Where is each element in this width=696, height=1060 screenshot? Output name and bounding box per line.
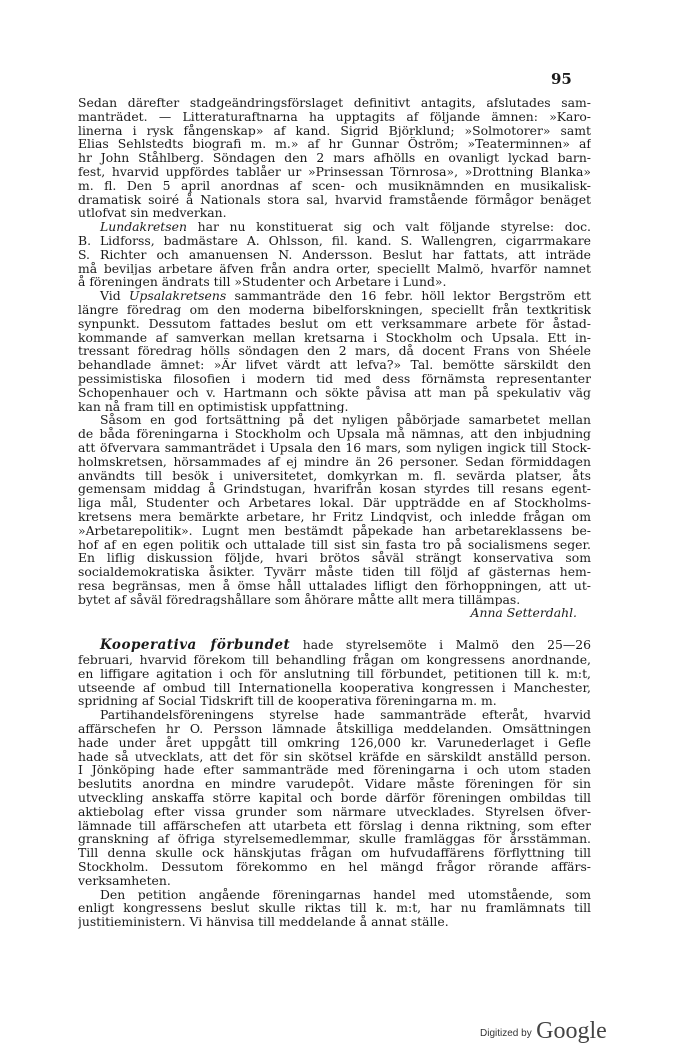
text-run: Vid <box>100 289 129 303</box>
paragraph-1 <box>78 96 591 220</box>
text-line: fest, hvarvid uppfördes tablåer ur »Prinsessan Törnrosa», »Drottning Blanka» <box>78 164 591 179</box>
text-line: hade under året uppgått till omkring 126,000 kr. Varunederlaget i Gefle <box>78 735 591 750</box>
text-line <box>78 220 591 234</box>
text-line: Sedan därefter stadgeändringsförslaget definitivt antagits, afslutades sam- <box>78 96 591 110</box>
text-line: I Jönköping hade efter sammanträde med föreningarna i och utom staden <box>78 763 591 778</box>
page-number: 95 <box>551 70 572 88</box>
paragraph-2 <box>78 220 591 289</box>
text-line: m. fl. Den 5 april anordnas af scen- och musiknämnden en musikalisk- <box>78 178 591 193</box>
lead-term: Kooperativa förbundet <box>100 638 291 654</box>
signature: Anna Setterdahl. <box>470 606 577 621</box>
text-line: Till denna skulle ock hänskjutas frågan om hufvudaffärens förflyttning till <box>78 846 591 861</box>
text-line: hof af en egen politik och uttalade till sist sin fasta tro på socialismens seger. <box>78 537 591 552</box>
paragraph-6 <box>78 708 591 887</box>
text-line: affärschefen hr O. Persson lämnade åtskilliga meddelanden. Omsättningen <box>78 722 591 736</box>
text-line: liga mål, Studenter och Arbetares lokal. Där uppträdde en af Stockholms- <box>78 496 591 510</box>
text-run: hade styrelsemöte i Malmö den 25—26 <box>290 638 591 653</box>
text-line: verksamheten. <box>78 873 171 888</box>
paragraph-5 <box>78 638 591 708</box>
text-line: granskning af öfriga styrelsemedlemmar, skulle framläggas för årsstämman. <box>78 832 591 847</box>
paragraph-3 <box>78 289 591 413</box>
text-line: beslutits anordna en mindre varudepôt. Vidare måste föreningen för sin <box>78 777 591 792</box>
text-line: Elias Sehlstedts biografi m. m.» af hr Gunnar Öström; »Teaterminnen» af <box>78 137 591 152</box>
text-line: pessimistiska filosofien i modern tid med dess förnämsta representanter <box>78 371 591 386</box>
text-line: En liflig diskussion följde, hvari brötos såväl strängt konservativa som <box>78 551 591 566</box>
text-line: användts till besök i universitetet, domkyrkan m. fl. sevärda platser, åts <box>78 468 591 483</box>
text-line: utseende af ombud till Internationella kooperativa kongressen i Manchester, <box>78 680 591 695</box>
text-line: kretsens mera bemärkte arbetare, hr Fritz Lindqvist, och inledde frågan om <box>78 509 591 524</box>
paragraph-4 <box>78 413 591 620</box>
text-run: sammanträde den 16 febr. höll lektor Bergström ett <box>226 289 591 303</box>
text-line: B. Lidforss, badmästare A. Ohlsson, fil. kand. S. Wallengren, cigarrmakare <box>78 233 591 248</box>
text-line: längre föredrag om den moderna bibelforskningen, speciellt från textkritisk <box>78 302 591 317</box>
text-column <box>78 96 591 929</box>
text-line: en liffigare agitation i och för anslutning till förbundet, petitionen till k. m:t, <box>78 666 591 681</box>
text-line: hade så utvecklats, att det för sin skötsel kräfde en särskildt anställd person. <box>78 749 591 764</box>
text-line: Partihandelsföreningens styrelse hade sammanträde efteråt, hvarvid <box>100 708 591 723</box>
text-line: holmskretsen, hörsammades af ej mindre än 26 personer. Sedan förmiddagen <box>78 454 591 469</box>
text-line: justitieministern. Vi hänvisa till meddelande å annat ställe. <box>78 915 449 930</box>
text-line: spridning af Social Tidskrift till de kooperativa föreningarna m. m. <box>78 694 497 709</box>
text-line: de båda föreningarna i Stockholm och Upsala må nämnas, att den inbjudning <box>78 427 591 441</box>
text-line <box>78 289 591 303</box>
text-line: lämnade till affärschefen att utarbeta ett förslag i denna riktning, som efter <box>78 818 591 833</box>
text-line: manträdet. — Litteraturaftnarna ha upptagits af följande ämnen: »Karo- <box>78 109 591 124</box>
text-line: enligt kongressens beslut skulle riktas till k. m:t, har nu framlämnats till <box>78 901 591 916</box>
text-line: resa begränsas, men å ömse håll uttalades lifligt den förhoppningen, att ut- <box>78 578 591 593</box>
text-line: »Arbetarepolitik». Lugnt men bestämdt påpekade han arbetareklassens be- <box>78 523 591 538</box>
text-line: må beviljas arbetare äfven från andra orter, speciellt Malmö, hvarför namnet <box>78 261 591 276</box>
text-line: behandlade ämnet: »Är lifvet värdt att lefva?» Tal. bemötte särskildt den <box>78 358 591 372</box>
text-line: utveckling anskaffa större kapital och borde därför föreningen ombildas till <box>78 791 591 805</box>
text-line: Schopenhauer och v. Hartmann och sökte påvisa att man på spekulativ väg <box>78 385 591 400</box>
text-line: Den petition angående föreningarnas handel med utomstående, som <box>100 887 591 902</box>
digitized-by-google-watermark <box>480 1018 607 1045</box>
text-line: aktiebolag efter vissa grunder som närmare utvecklades. Styrelsen öfver- <box>78 804 591 819</box>
watermark-prefix: Digitized by <box>480 1028 532 1039</box>
paragraph-7 <box>78 888 591 929</box>
text-line: å föreningen ändrats till »Studenter och Arbetare i Lund». <box>78 275 447 290</box>
section-gap <box>78 620 591 638</box>
text-line: Såsom en god fortsättning på det nyligen påbörjade samarbetet mellan <box>100 413 591 428</box>
text-line: Stockholm. Dessutom förekommo en hel mängd frågor rörande affärs- <box>78 860 591 874</box>
text-line: tressant föredrag hölls söndagen den 2 mars, då docent Frans von Shéele <box>78 344 591 359</box>
text-line: dramatisk soiré å Nationals stora sal, hvarvid framstående förmågor benäget <box>78 192 591 207</box>
text-line: februari, hvarvid förekom till behandling frågan om kongressens anordnande, <box>78 653 591 667</box>
text-line: att öfvervara sammanträdet i Upsala den 16 mars, som nyligen ingick till Stock- <box>78 440 591 455</box>
lead-term: Upsalakretsens <box>128 289 227 303</box>
text-line: kommande af samverkan mellan kretsarna i Stockholm och Upsala. Ett in- <box>78 330 591 345</box>
google-logo: Google <box>536 1018 607 1044</box>
text-line: synpunkt. Dessutom fattades beslut om ett verksammare arbete för åstad- <box>78 316 591 331</box>
text-line: linerna i rysk fångenskap» af kand. Sigrid Björklund; »Solmotorer» samt <box>78 123 591 138</box>
text-line: hr John Ståhlberg. Söndagen den 2 mars afhölls en ovanligt lyckad barn- <box>78 151 591 165</box>
text-line <box>78 638 591 653</box>
text-line: bytet af såväl föredragshållare som åhörare måtte allt mera tillämpas. <box>78 592 521 607</box>
text-run: har nu konstituerat sig och valt följande styrelse: doc. <box>186 220 591 234</box>
text-line: kan nå fram till en optimistisk uppfattning. <box>78 399 349 414</box>
text-line: S. Richter och amanuensen N. Andersson. Beslut har fattats, att inträde <box>78 247 591 262</box>
text-line: gemensam middag å Grindstugan, hvarifrån kosan styrdes till resans egent- <box>78 482 591 497</box>
text-line: utlofvat sin medverkan. <box>78 206 227 221</box>
text-line: socialdemokratiska åsikter. Tyvärr måste tiden till följd af gästernas hem- <box>78 565 591 579</box>
lead-term: Lundakretsen <box>100 220 187 234</box>
